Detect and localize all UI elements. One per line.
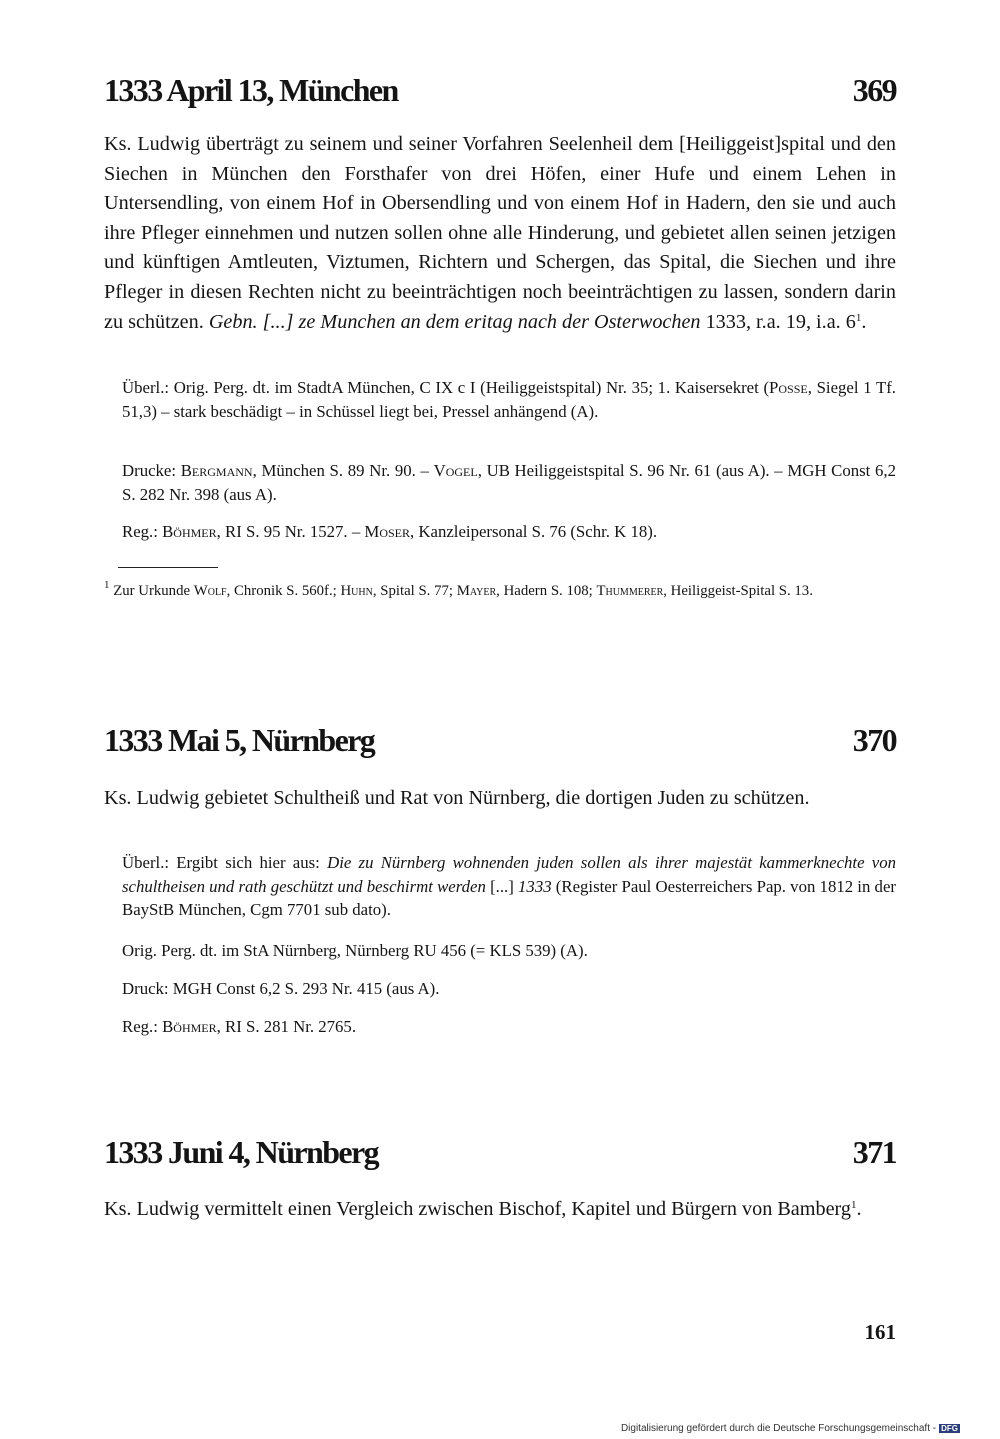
entry-date: 1333 April 13, München xyxy=(104,72,398,108)
dating-year: 1333, r.a. 19, i.a. 6 xyxy=(700,310,856,333)
entry-number: 369 xyxy=(852,72,896,108)
entry-date: 1333 Juni 4, Nürnberg xyxy=(104,1134,378,1170)
note-drucke-369: Drucke: Bergmann, München S. 89 Nr. 90. – Vogel, UB Heiliggeistspital S. 96 Nr. 61 (aus A). – MGH Const 6,2 S. 282 Nr. 398 (aus A). xyxy=(122,461,897,504)
footnote-divider xyxy=(118,567,218,568)
entry-summary-369: Ks. Ludwig überträgt zu seinem und seiner Vorfahren Seelenheil dem [Heiliggeist]spital und den Siechen in München den Forsthafer von drei Höfen, einer Hufe und einem Lehen in Untersendling, von einem Hof in Obersendling und von einem Hof in Hadern, den sie und auch ihre Pfleger einnehmen und nutzen sollen ohne alle Hinderung, und gebietet allen seinen jetzigen und künftigen Amtleuten, Viztumen, Richtern und Schergen, das Spital, die Siechen und ihre Pfleger in diesen Rechten nicht zu beeinträchtigen noch beeinträchtigen zu lassen, sondern darin zu schützen. Gebn. [...] ze Munchen an dem eritag nach der Osterwochen 1333, r.a. 19, i.a. $6^1$. xyxy=(104,133,896,333)
footnote-mark: 1 xyxy=(855,311,862,324)
summary-text: Ks. Ludwig überträgt zu seinem und seiner Vorfahren Seelenheil dem [Heiliggeist]spital und den Siechen in München den Forsthafer von drei Höfen, einer Hufe und einem Lehen in Untersendling, von einem Hof in Obersendling und von einem Hof in Hadern, den sie und auch ihre Pfleger einnehmen und nutzen sollen ohne alle Hinderung, und gebietet allen seinen jetzigen und künftigen Amtleuten, Viztumen, Richtern und Schergen, das Spital, die Siechen und ihre Pfleger in diesen Rechten nicht zu beeinträchtigen noch beeinträchtigen zu lassen, sondern darin zu schützen. xyxy=(104,133,896,333)
dfg-logo: DFG xyxy=(941,1423,958,1433)
entry-date: 1333 Mai 5, Nürnberg xyxy=(104,722,375,758)
entry-summary-371: Ks. Ludwig vermittelt einen Vergleich zwischen Bischof, Kapitel und Bürgern von Bamberg$^1$. xyxy=(104,1198,862,1220)
note-ueberlieferung-369: Überl.: Orig. Perg. dt. im StadtA München, C IX c I (Heiliggeistspital) Nr. 35; 1. Kaisersekret (Posse, Siegel 1 Tf. 51,3) – stark beschädigt – in Schüssel liegt bei, Pressel anhängend (A). xyxy=(122,378,896,421)
note-regest-369: Reg.: Böhmer, RI S. 95 Nr. 1527. – Moser, Kanzleipersonal S. 76 (Schr. K 18). xyxy=(122,522,658,541)
note-ueberlieferung-370: Überl.: Ergibt sich hier aus: Die zu Nürnberg wohnenden juden sollen als ihrer majestät kammerknechte von schultheisen und rath geschützt und beschirmt werden [...] 1333 (Register Paul Oesterreichers Pap. von 1812 in der BayStB München, Cgm 7701 sub dato). xyxy=(122,853,896,919)
footnote-369: $^1$ Zur Urkunde Wolf, Chronik S. 560f.; Huhn, Spital S. 77; Mayer, Hadern S. 108; Thummerer, Heiliggeist-Spital S. 13. xyxy=(104,579,813,599)
entry-heading-369 xyxy=(104,68,896,112)
note-druck-370: Druck: MGH Const 6,2 S. 293 Nr. 415 (aus A). xyxy=(122,979,440,998)
note-original-370: Orig. Perg. dt. im StA Nürnberg, Nürnberg RU 456 (= KLS 539) (A). xyxy=(122,941,588,960)
entry-number: 370 xyxy=(852,722,896,758)
note-regest-370: Reg.: Böhmer, RI S. 281 Nr. 2765. xyxy=(122,1017,357,1036)
dating-clause: Gebn. [...] ze Munchen an dem eritag nach der Osterwochen xyxy=(208,310,701,333)
page-number: 161 xyxy=(864,1320,896,1344)
digitization-credit: Digitalisierung gefördert durch die Deutsche Forschungsgemeinschaft - DFG xyxy=(620,1423,958,1434)
entry-heading-371 xyxy=(104,1130,896,1174)
footnote-mark: 1 xyxy=(850,1199,857,1211)
entry-summary-370: Ks. Ludwig gebietet Schultheiß und Rat von Nürnberg, die dortigen Juden zu schützen. xyxy=(104,787,810,809)
entry-heading-370 xyxy=(104,718,896,762)
entry-number: 371 xyxy=(852,1134,896,1170)
